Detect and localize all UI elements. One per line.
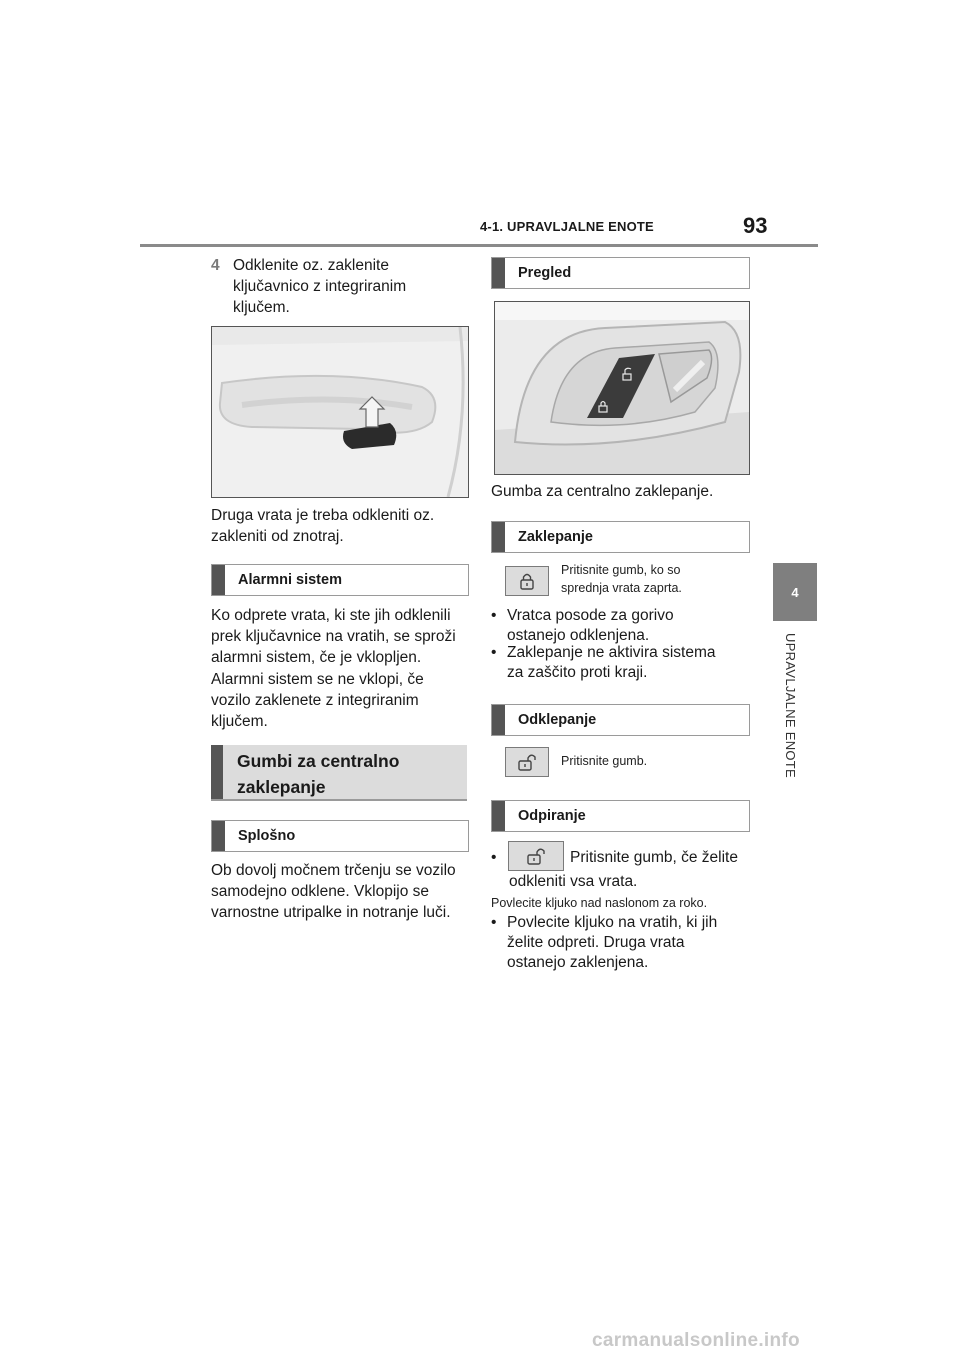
central-lock-buttons-illustration: [495, 302, 749, 474]
door-lock-illustration: [212, 327, 468, 497]
text-line: Pritisnite gumb, ko so: [561, 563, 681, 577]
section-heading-central-locking: [211, 745, 467, 801]
section-marker: [212, 821, 225, 851]
door-handle-figure: [211, 326, 469, 498]
text-line: Povlecite kljuko na vratih, ki jih: [507, 914, 718, 931]
alarm-paragraph-1: [211, 605, 456, 668]
section-title: Zaklepanje: [518, 529, 593, 545]
text-line: sprednja vrata zaprta.: [561, 581, 682, 595]
bullet-dot: •: [491, 914, 497, 931]
bullet-dot: •: [491, 607, 497, 624]
text-line: samodejno odklene. Vklopijo se: [211, 883, 429, 900]
text-line: ključem.: [211, 713, 268, 730]
lock-open-icon: [505, 747, 549, 777]
bullet-dot: •: [491, 644, 497, 661]
text-line: želite odpreti. Druga vrata: [507, 934, 685, 951]
section-heading-alarm: [211, 564, 469, 596]
section-heading-unlocking: [491, 704, 750, 736]
text-line: varnostne utripalke in notranje luči.: [211, 904, 451, 921]
chapter-label: UPRAVLJALNE ENOTE: [783, 633, 798, 779]
section-marker: [211, 745, 223, 799]
step-text-line: ključem.: [233, 299, 290, 316]
text-line: Druga vrata je treba odkleniti oz.: [211, 507, 435, 524]
text-line: Zaklepanje ne aktivira sistema: [507, 644, 716, 661]
section-marker: [212, 565, 225, 595]
header-rule: [140, 244, 818, 247]
list-item: [491, 643, 751, 683]
lock-closed-icon: [505, 566, 549, 596]
text-line: odkleniti vsa vrata.: [509, 873, 638, 890]
watermark: carmanualsonline.info: [592, 1330, 800, 1351]
paragraph-inside-doors: [211, 505, 434, 547]
section-title: Odklepanje: [518, 712, 597, 728]
title-line: zaklepanje: [237, 777, 326, 797]
section-title: Odpiranje: [518, 808, 586, 824]
section-title: Splošno: [238, 828, 296, 844]
text-line: vozilo zaklenete z integriranim: [211, 692, 419, 709]
list-item: [491, 913, 753, 973]
text-line: alarmni sistem, če je vklopljen.: [211, 649, 422, 666]
text-line: za zaščito proti kraji.: [507, 664, 648, 681]
step-text-line: Odklenite oz. zaklenite: [233, 257, 389, 274]
title-line: Gumbi za centralno: [237, 751, 400, 771]
step-4: [211, 255, 406, 318]
section-heading-general: [211, 820, 469, 852]
running-header: 4-1. UPRAVLJALNE ENOTE: [480, 219, 654, 234]
text-line: Pritisnite gumb, če želite: [570, 849, 738, 866]
section-heading-opening: [491, 800, 750, 832]
section-title: Alarmni sistem: [238, 572, 342, 588]
step-number: 4: [211, 257, 220, 274]
general-paragraph: [211, 860, 456, 923]
locking-note: [561, 561, 682, 597]
text-line: zakleniti od znotraj.: [211, 528, 344, 545]
text-line: Ob dovolj močnem trčenju se vozilo: [211, 862, 456, 879]
section-marker: [492, 801, 505, 831]
unlocking-note: Pritisnite gumb.: [561, 754, 648, 768]
section-title: Pregled: [518, 265, 572, 281]
section-title: [237, 745, 399, 799]
text-line: ostanejo odklenjena.: [507, 627, 650, 644]
section-marker: [492, 522, 505, 552]
page-number: 93: [743, 213, 768, 238]
list-item: [491, 606, 751, 646]
opening-small-note: Povlecite kljuko nad naslonom za roko.: [491, 896, 708, 910]
section-heading-locking: [491, 521, 750, 553]
interior-door-figure: [494, 301, 750, 475]
section-marker: [492, 258, 505, 288]
lock-open-icon: [508, 841, 564, 871]
bullet-dot: •: [491, 849, 497, 866]
section-heading-overview: [491, 257, 750, 289]
alarm-paragraph-2: [211, 669, 424, 732]
text-line: Alarmni sistem se ne vklopi, če: [211, 671, 424, 688]
text-line: ostanejo zaklenjena.: [507, 954, 649, 971]
section-marker: [492, 705, 505, 735]
text-line: Vratca posode za gorivo: [507, 607, 674, 624]
text-line: prek ključavnice na vratih, se sproži: [211, 628, 456, 645]
figure-caption: Gumba za centralno zaklepanje.: [491, 483, 714, 500]
step-text-line: ključavnico z integriranim: [233, 278, 407, 295]
chapter-tab: 4: [773, 563, 817, 621]
text-line: Ko odprete vrata, ki ste jih odklenili: [211, 607, 451, 624]
